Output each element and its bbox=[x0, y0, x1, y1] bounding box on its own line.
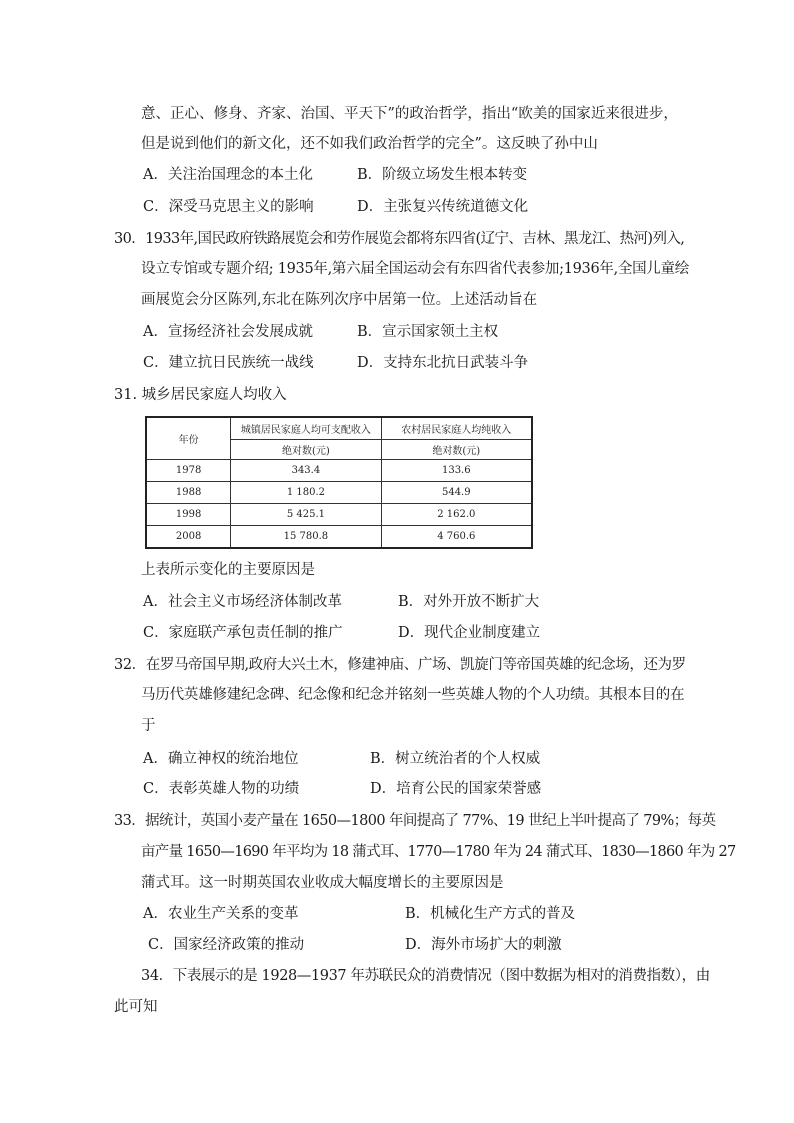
q33-option-a: A．农业生产关系的变革 bbox=[143, 906, 299, 922]
table-header-year: 年份 bbox=[146, 417, 231, 460]
table-subheader-rural: 绝对数(元) bbox=[381, 440, 532, 460]
q30-option-d: D．支持东北抗日武装斗争 bbox=[357, 355, 529, 371]
table-header-urban: 城镇居民家庭人均可支配收入 bbox=[231, 417, 381, 440]
q31-option-a: A．社会主义市场经济体制改革 bbox=[143, 594, 342, 610]
q31-option-b: B．对外开放不断扩大 bbox=[398, 594, 540, 610]
q31-question: 上表所示变化的主要原因是 bbox=[141, 562, 315, 578]
table-cell-urban: 1 180.2 bbox=[231, 482, 381, 504]
q31-option-c: C．家庭联产承包责任制的推广 bbox=[143, 625, 343, 641]
income-table bbox=[145, 416, 533, 549]
q32-option-a: A．确立神权的统治地位 bbox=[143, 751, 299, 767]
q33-text-line-2: 亩产量 1650—1690 年平均为 18 蒲式耳、1770—1780 年为 24 蒲式耳、1830—1860 年为 27 bbox=[141, 844, 736, 860]
table-cell-year: 1978 bbox=[146, 460, 231, 482]
q32-text-line-3: 于 bbox=[141, 718, 156, 734]
q33-option-b: B．机械化生产方式的普及 bbox=[405, 906, 576, 922]
q30-text-line-3: 画展览会分区陈列,东北在陈列次序中居第一位。上述活动旨在 bbox=[141, 292, 538, 308]
q34-text-line-2: 此可知 bbox=[114, 999, 158, 1015]
q29-option-a: A．关注治国理念的本土化 bbox=[143, 167, 313, 183]
q31-stem: 31. 城乡居民家庭人均收入 bbox=[114, 387, 287, 403]
table-cell-rural: 2 162.0 bbox=[381, 504, 532, 526]
table-cell-rural: 544.9 bbox=[381, 482, 532, 504]
table-row bbox=[146, 526, 532, 549]
table-cell-urban: 5 425.1 bbox=[231, 504, 381, 526]
q30-text-line-1: 30．1933年,国民政府铁路展览会和劳作展览会都将东四省(辽宁、吉林、黑龙江、热河)列入, bbox=[114, 231, 685, 247]
table-row bbox=[146, 504, 532, 526]
q33-text-line-1: 33．据统计，英国小麦产量在 1650—1800 年间提高了 77%、19 世纪上半叶提高了 79%；每英 bbox=[114, 813, 716, 829]
q33-text-line-3: 蒲式耳。这一时期英国农业收成大幅度增长的主要原因是 bbox=[141, 875, 504, 891]
table-cell-rural: 4 760.6 bbox=[381, 526, 532, 549]
q30-option-c: C．建立抗日民族统一战线 bbox=[143, 355, 314, 371]
table-cell-rural: 133.6 bbox=[381, 460, 532, 482]
q33-option-d: D．海外市场扩大的刺激 bbox=[405, 937, 562, 953]
table-row bbox=[146, 482, 532, 504]
table-cell-urban: 343.4 bbox=[231, 460, 381, 482]
q32-option-c: C．表彰英雄人物的功绩 bbox=[143, 781, 300, 797]
q32-option-d: D．培育公民的国家荣誉感 bbox=[370, 781, 542, 797]
q32-text-line-2: 马历代英雄修建纪念碑、纪念像和纪念并铭刻一些英雄人物的个人功绩。其根本目的在 bbox=[141, 687, 685, 703]
table-cell-year: 2008 bbox=[146, 526, 231, 549]
q29-text-line-2: 但是说到他们的新文化，还不如我们政治哲学的完全”。这反映了孙中山 bbox=[141, 136, 598, 152]
q30-text-line-2: 设立专馆或专题介绍; 1935年,第六届全国运动会有东四省代表参加;1936年,全国儿童绘 bbox=[141, 261, 689, 277]
table-row bbox=[146, 460, 532, 482]
q30-option-b: B．宣示国家领土主权 bbox=[357, 324, 499, 340]
q34-text-line-1: 34．下表展示的是 1928—1937 年苏联民众的消费情况（图中数据为相对的消费指数），由 bbox=[141, 968, 710, 984]
table-subheader-urban: 绝对数(元) bbox=[231, 440, 381, 460]
q29-text-line-1: 意、正心、修身、齐家、治国、平天下”的政治哲学，指出“欧美的国家近来很进步， bbox=[141, 106, 678, 122]
q29-option-d: D．主张复兴传统道德文化 bbox=[357, 199, 529, 215]
q29-option-b: B．阶级立场发生根本转变 bbox=[357, 167, 528, 183]
q29-option-c: C．深受马克思主义的影响 bbox=[143, 199, 314, 215]
q32-option-b: B．树立统治者的个人权威 bbox=[370, 751, 541, 767]
q31-option-d: D．现代企业制度建立 bbox=[398, 625, 541, 641]
table-cell-year: 1988 bbox=[146, 482, 231, 504]
q33-option-c: C．国家经济政策的推动 bbox=[148, 937, 305, 953]
table-header-rural: 农村居民家庭人均纯收入 bbox=[381, 417, 532, 440]
q32-text-line-1: 32．在罗马帝国早期,政府大兴土木，修建神庙、广场、凯旋门等帝国英雄的纪念场，还为罗 bbox=[114, 657, 686, 673]
q30-option-a: A．宣扬经济社会发展成就 bbox=[143, 324, 313, 340]
table-cell-year: 1998 bbox=[146, 504, 231, 526]
table-cell-urban: 15 780.8 bbox=[231, 526, 381, 549]
